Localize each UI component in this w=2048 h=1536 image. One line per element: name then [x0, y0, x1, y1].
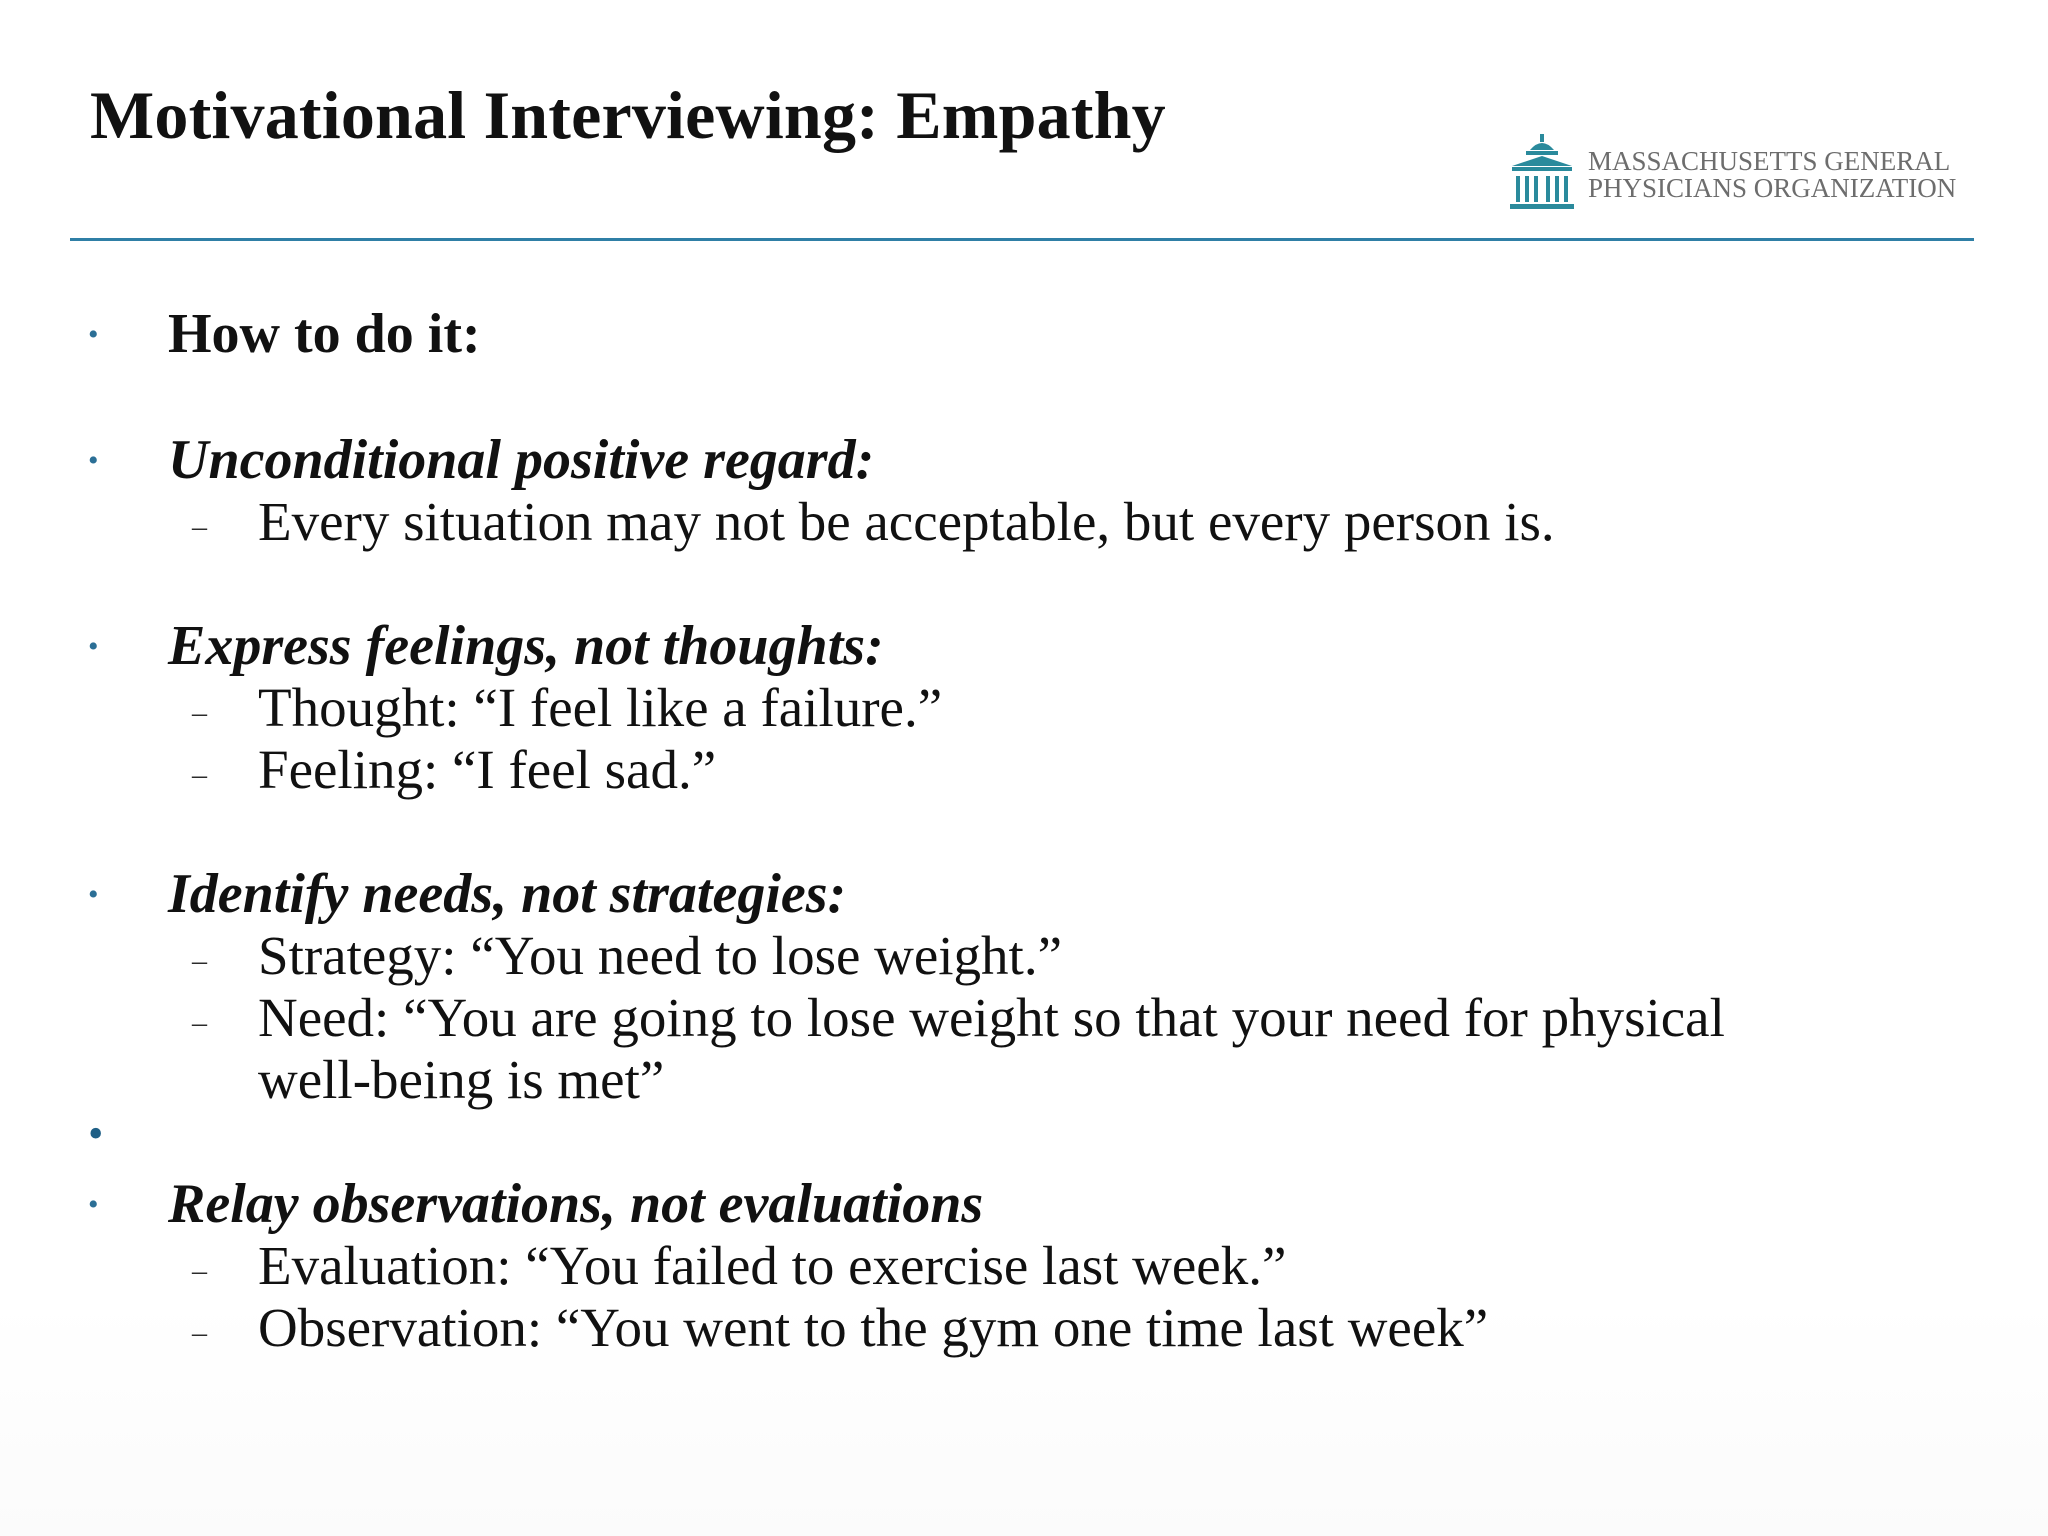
logo-wordmark — [1588, 148, 1956, 202]
title-divider — [70, 238, 1974, 241]
list-item: Every situation may not be acceptable, but every person is. — [258, 491, 1555, 552]
logo-line-1: MASSACHUSETTS GENERAL — [1588, 146, 1951, 176]
section-heading: Express feelings, not thoughts: — [168, 615, 884, 677]
list-item: Need: “You are going to lose weight so that your need for physical — [258, 987, 1725, 1048]
bullet-icon: • — [88, 444, 99, 477]
dash-icon: – — [192, 1254, 207, 1287]
list-item-continuation: well-being is met” — [258, 1049, 665, 1110]
dash-icon: – — [192, 944, 207, 977]
list-item: Feeling: “I feel sad.” — [258, 739, 717, 800]
list-item: Observation: “You went to the gym one time last week” — [258, 1297, 1489, 1358]
dash-icon: – — [192, 1316, 207, 1349]
bullet-icon: • — [88, 878, 99, 911]
empty-bullet-icon: • — [88, 1109, 104, 1158]
mgpo-logo — [1508, 132, 1968, 212]
section-heading: Unconditional positive regard: — [168, 429, 875, 491]
dash-icon: – — [192, 758, 207, 791]
section-heading: Identify needs, not strategies: — [168, 863, 847, 925]
logo-line-2: PHYSICIANS ORGANIZATION — [1588, 173, 1957, 203]
section-heading: Relay observations, not evaluations — [168, 1173, 984, 1235]
list-item: Thought: “I feel like a failure.” — [258, 677, 943, 738]
dash-icon: – — [192, 510, 207, 543]
bullet-icon: • — [88, 630, 99, 663]
slide-title: Motivational Interviewing: Empathy — [90, 77, 1166, 153]
list-item: Strategy: “You need to lose weight.” — [258, 925, 1062, 986]
bullet-icon: • — [88, 318, 99, 351]
section-heading: How to do it: — [168, 303, 481, 365]
dash-icon: – — [192, 1006, 207, 1039]
building-columns-icon — [1508, 132, 1576, 212]
dash-icon: – — [192, 696, 207, 729]
bullet-icon: • — [88, 1188, 99, 1221]
list-item: Evaluation: “You failed to exercise last week.” — [258, 1235, 1287, 1296]
